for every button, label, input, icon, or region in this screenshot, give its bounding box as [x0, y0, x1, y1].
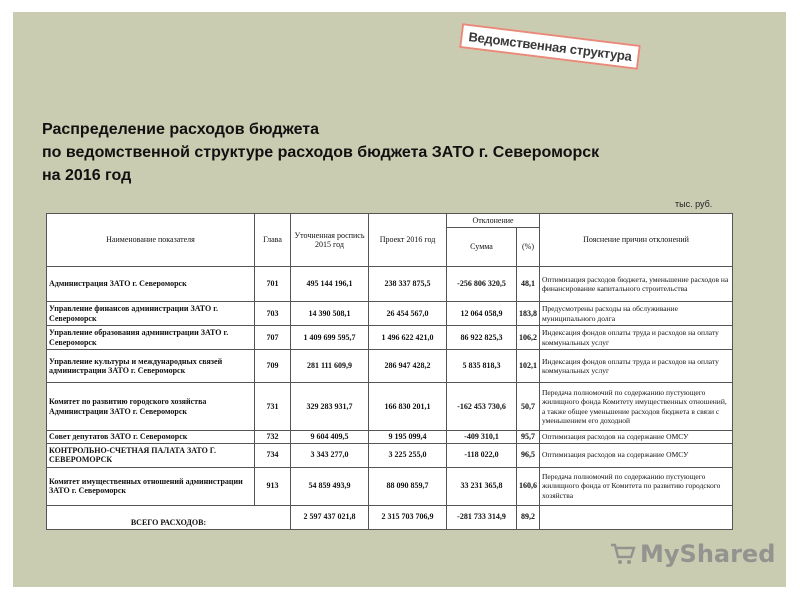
row-chapter: 732	[255, 431, 291, 444]
row-explanation: Оптимизация расходов на содержание ОМСУ	[540, 443, 733, 467]
table-row	[47, 267, 733, 302]
row-deviation-percent: 102,1	[517, 350, 540, 383]
row-chapter: 709	[255, 350, 291, 383]
row-refined: 329 283 931,7	[291, 383, 369, 431]
total-project: 2 315 703 706,9	[369, 505, 447, 529]
row-name: КОНТРОЛЬНО-СЧЕТНАЯ ПАЛАТА ЗАТО Г. СЕВЕРОМОРСК	[47, 443, 255, 467]
row-explanation: Передача полномочий по содержанию пустующего жилищного фонда Комитету имущественных отношений, а также общее уменьшение расходов бюджета в связи с уменьшением его доходной	[540, 383, 733, 431]
row-name: Комитет по развитию городского хозяйства Администрации ЗАТО г. Североморск	[47, 383, 255, 431]
header-project: Проект 2016 год	[369, 214, 447, 267]
watermark-text: MyShared	[640, 540, 776, 568]
units-label: тыс. руб.	[675, 199, 713, 209]
row-deviation-percent: 95,7	[517, 431, 540, 444]
row-project: 26 454 567,0	[369, 302, 447, 326]
row-refined: 281 111 609,9	[291, 350, 369, 383]
header-deviation: Отклонение	[447, 214, 540, 228]
title-line-3: на 2016 год	[42, 167, 132, 184]
row-deviation-percent: 48,1	[517, 267, 540, 302]
row-chapter: 703	[255, 302, 291, 326]
table-row	[47, 302, 733, 326]
total-label: ВСЕГО РАСХОДОВ:	[47, 505, 291, 529]
row-deviation-sum: -118 022,0	[447, 443, 517, 467]
budget-table	[46, 213, 733, 530]
row-project: 166 830 201,1	[369, 383, 447, 431]
watermark-logo	[610, 540, 775, 568]
row-chapter: 734	[255, 443, 291, 467]
header-explanation: Пояснение причин отклонений	[540, 214, 733, 267]
total-explanation	[540, 505, 733, 529]
row-project: 238 337 875,5	[369, 267, 447, 302]
row-chapter: 913	[255, 467, 291, 505]
row-name: Управление культуры и международных связей администрации ЗАТО г. Североморск	[47, 350, 255, 383]
table-row	[47, 431, 733, 444]
row-name: Управление финансов администрации ЗАТО г. Североморск	[47, 302, 255, 326]
total-deviation-sum: -281 733 314,9	[447, 505, 517, 529]
row-project: 88 090 859,7	[369, 467, 447, 505]
header-refined: Уточненная роспись 2015 год	[291, 214, 369, 267]
page-title	[42, 118, 599, 187]
row-refined: 54 859 493,9	[291, 467, 369, 505]
row-deviation-sum: 86 922 825,3	[447, 326, 517, 350]
section-stamp: Ведомственная структура	[459, 23, 641, 70]
total-refined: 2 597 437 021,8	[291, 505, 369, 529]
row-deviation-sum: 33 231 365,8	[447, 467, 517, 505]
row-chapter: 701	[255, 267, 291, 302]
row-deviation-sum: 5 835 818,3	[447, 350, 517, 383]
row-explanation: Индексация фондов оплаты труда и расходов на оплату коммунальных услуг	[540, 350, 733, 383]
cart-icon	[610, 542, 636, 566]
table-row	[47, 383, 733, 431]
row-deviation-sum: -162 453 730,6	[447, 383, 517, 431]
total-deviation-percent: 89,2	[517, 505, 540, 529]
row-explanation: Индексация фондов оплаты труда и расходов на оплату коммунальных услуг	[540, 326, 733, 350]
row-name: Совет депутатов ЗАТО г. Североморск	[47, 431, 255, 444]
row-deviation-percent: 160,6	[517, 467, 540, 505]
total-row	[47, 505, 733, 529]
row-refined: 14 390 508,1	[291, 302, 369, 326]
row-refined: 9 604 409,5	[291, 431, 369, 444]
row-deviation-percent: 96,5	[517, 443, 540, 467]
header-sum: Сумма	[447, 228, 517, 267]
row-explanation: Передача полномочий по содержанию пустующего жилищного фонда от Комитета по развитию городского хозяйства	[540, 467, 733, 505]
table-row	[47, 467, 733, 505]
row-chapter: 707	[255, 326, 291, 350]
row-refined: 3 343 277,0	[291, 443, 369, 467]
row-name: Администрация ЗАТО г. Североморск	[47, 267, 255, 302]
row-project: 9 195 099,4	[369, 431, 447, 444]
header-name: Наименование показателя	[47, 214, 255, 267]
table-row	[47, 350, 733, 383]
row-explanation: Оптимизация расходов бюджета, уменьшение расходов на финансирование капитального строительства	[540, 267, 733, 302]
row-refined: 1 409 699 595,7	[291, 326, 369, 350]
header-percent: (%)	[517, 228, 540, 267]
row-chapter: 731	[255, 383, 291, 431]
row-deviation-percent: 50,7	[517, 383, 540, 431]
row-deviation-percent: 183,8	[517, 302, 540, 326]
row-deviation-sum: -409 310,1	[447, 431, 517, 444]
title-line-2: по ведомственной структуре расходов бюджета ЗАТО г. Североморск	[42, 144, 600, 161]
row-name: Управление образования администрации ЗАТО г. Североморск	[47, 326, 255, 350]
table-row	[47, 326, 733, 350]
header-chapter: Глава	[255, 214, 291, 267]
row-project: 1 496 622 421,0	[369, 326, 447, 350]
row-explanation: Оптимизация расходов на содержание ОМСУ	[540, 431, 733, 444]
row-deviation-sum: -256 806 320,5	[447, 267, 517, 302]
row-explanation: Предусмотрены расходы на обслуживание муниципального долга	[540, 302, 733, 326]
row-refined: 495 144 196,1	[291, 267, 369, 302]
table-row	[47, 443, 733, 467]
row-deviation-percent: 106,2	[517, 326, 540, 350]
row-deviation-sum: 12 064 058,9	[447, 302, 517, 326]
title-line-1: Распределение расходов бюджета	[42, 121, 320, 138]
row-project: 3 225 255,0	[369, 443, 447, 467]
row-name: Комитет имущественных отношений администрации ЗАТО г. Североморск	[47, 467, 255, 505]
row-project: 286 947 428,2	[369, 350, 447, 383]
